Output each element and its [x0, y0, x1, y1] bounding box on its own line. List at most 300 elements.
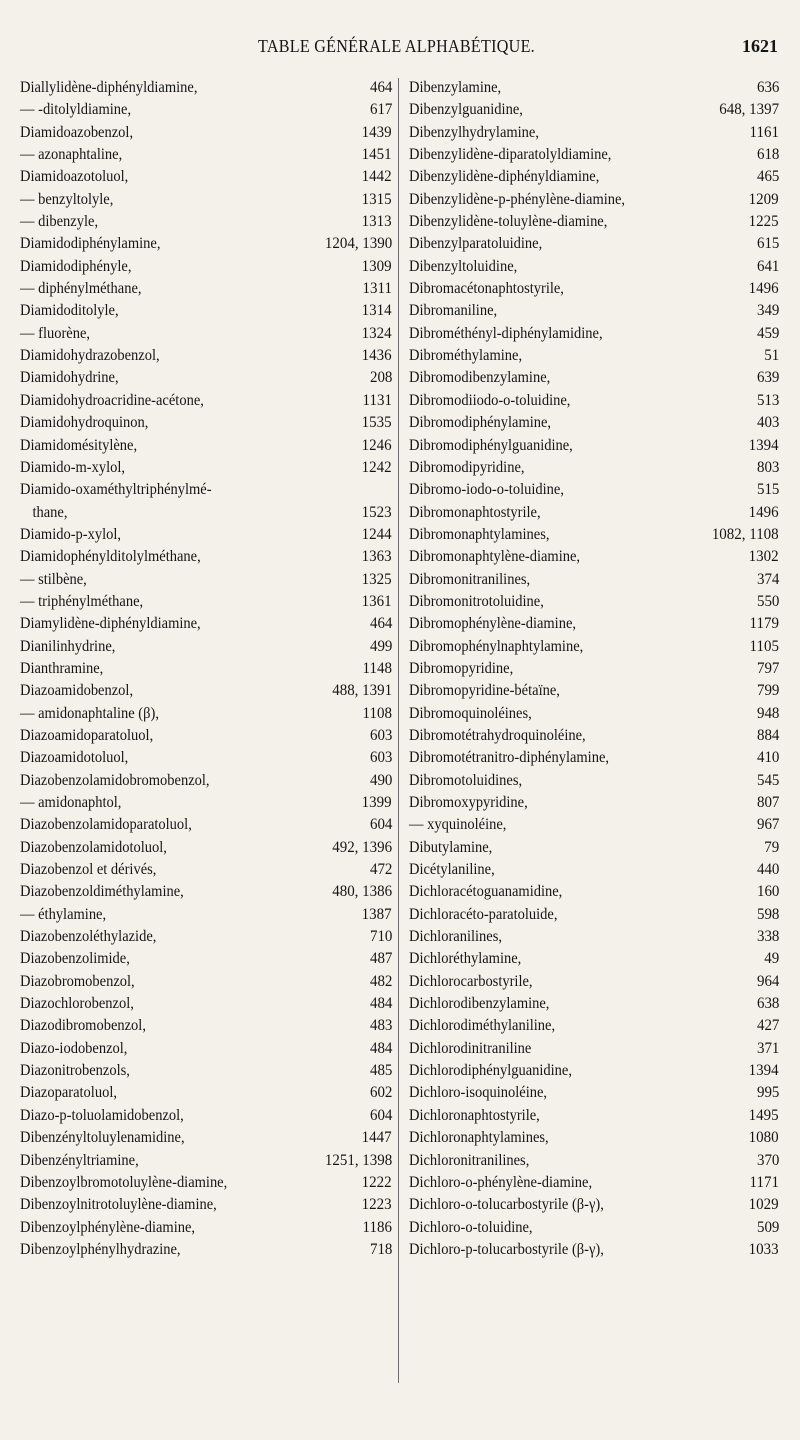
- index-entry: [409, 880, 779, 902]
- entry-term: Dibenzoylphénylhydrazine,: [20, 1238, 181, 1258]
- entry-page-refs: 488, 1391: [332, 680, 392, 700]
- entry-page-refs: 349: [756, 300, 779, 320]
- entry-term: Dibromonaphtostyrile,: [409, 501, 541, 521]
- entry-term: Dichloro-o-tolucarbostyrile (β-γ),: [409, 1194, 604, 1214]
- entry-term: Dibromophénylène-diamine,: [409, 613, 577, 633]
- entry-term: Diazobenzolamidoparatoluol,: [20, 814, 192, 834]
- entry-page-refs: 797: [756, 657, 779, 677]
- index-entry: [409, 1238, 779, 1260]
- index-entry: [20, 1081, 392, 1103]
- entry-page-refs: 1225: [749, 211, 779, 231]
- entry-page-refs: 1447: [362, 1127, 392, 1147]
- index-entry: [409, 925, 779, 947]
- entry-term: Dibromaniline,: [409, 300, 498, 320]
- entry-term: Dichlorocarbostyrile,: [409, 970, 533, 990]
- index-entry: [409, 434, 779, 456]
- index-entry: [20, 813, 392, 835]
- entry-page-refs: 598: [756, 903, 779, 923]
- entry-page-refs: 492, 1396: [332, 836, 392, 856]
- entry-page-refs: 1451: [362, 144, 392, 164]
- entry-term: Diamidohydroquinon,: [20, 412, 149, 432]
- index-entry: [20, 210, 392, 232]
- entry-term: Dichloracéto-paratoluide,: [409, 903, 558, 923]
- index-entry: [409, 501, 779, 523]
- entry-term: Diamidoazobenzol,: [20, 121, 134, 141]
- entry-page-refs: 1442: [362, 166, 392, 186]
- index-entry: [20, 612, 392, 634]
- index-entry: [409, 98, 779, 120]
- entry-term: Dibromodiiodo-o-toluidine,: [409, 389, 571, 409]
- entry-term: Diamidohydroacridine-acétone,: [20, 389, 204, 409]
- index-entry: [409, 210, 779, 232]
- entry-term: — fluorène,: [20, 322, 91, 342]
- index-entry: [409, 1126, 779, 1148]
- index-entry: [409, 232, 779, 254]
- index-entry: [409, 366, 779, 388]
- entry-term: Diamidophénylditolylméthane,: [20, 546, 201, 566]
- entry-page-refs: 440: [756, 859, 779, 879]
- entry-page-refs: 1311: [362, 278, 392, 298]
- entry-term: Dibromopyridine-bétaïne,: [409, 680, 560, 700]
- entry-page-refs: 618: [756, 144, 779, 164]
- entry-page-refs: 1387: [362, 903, 392, 923]
- entry-page-refs: 208: [369, 367, 392, 387]
- entry-term: — -ditolyldiamine,: [20, 99, 132, 119]
- index-entry: [409, 970, 779, 992]
- index-entry: [409, 947, 779, 969]
- entry-term: Diamido-p-xylol,: [20, 523, 122, 543]
- entry-page-refs: 483: [369, 1015, 392, 1035]
- entry-page-refs: 1363: [362, 546, 392, 566]
- index-entry: [409, 992, 779, 1014]
- entry-page-refs: 1251, 1398: [324, 1149, 392, 1169]
- entry-page-refs: 338: [756, 926, 779, 946]
- index-entry: [20, 1193, 392, 1215]
- entry-term: thane,: [32, 501, 68, 521]
- index-entry: [20, 411, 392, 433]
- index-entry: [20, 501, 392, 523]
- index-entry: [409, 478, 779, 500]
- entry-page-refs: 1171: [749, 1171, 779, 1191]
- index-entry: [409, 903, 779, 925]
- index-entry: [20, 1171, 392, 1193]
- entry-term: — amidonaphtol,: [20, 792, 122, 811]
- entry-term: Dibrométhényl-diphénylamidine,: [409, 322, 603, 342]
- entry-term: Dicétylaniline,: [409, 859, 495, 879]
- index-entry: [20, 903, 392, 925]
- entry-term: Dibenzylidène-toluylène-diamine,: [409, 211, 608, 231]
- index-entry: [20, 366, 392, 388]
- index-entry: [20, 1216, 392, 1238]
- index-entry: [20, 98, 392, 120]
- entry-page-refs: 509: [756, 1216, 779, 1236]
- entry-term: Dibromotétranitro-diphénylamine,: [409, 747, 609, 767]
- left-index-column: [20, 76, 392, 1260]
- entry-term: Diamylidène-diphényldiamine,: [20, 613, 201, 633]
- entry-page-refs: 1108: [362, 702, 392, 722]
- index-entry: [409, 76, 779, 98]
- entry-page-refs: 617: [369, 99, 392, 119]
- index-entry: [20, 478, 392, 500]
- index-entry: [409, 836, 779, 858]
- entry-term: — éthylamine,: [20, 903, 107, 923]
- index-entry: [20, 434, 392, 456]
- entry-term: — benzyltolyle,: [20, 188, 114, 208]
- index-entry: [409, 590, 779, 612]
- index-entry: [409, 143, 779, 165]
- entry-term: Diazoamidotoluol,: [20, 747, 129, 767]
- entry-term: Dichloréthylamine,: [409, 948, 522, 968]
- entry-page-refs: 1029: [749, 1194, 779, 1214]
- entry-page-refs: 1309: [362, 255, 392, 275]
- index-entry: [409, 1037, 779, 1059]
- index-entry: [20, 121, 392, 143]
- index-entry: [20, 1238, 392, 1260]
- entry-term: Dibromonitranilines,: [409, 568, 531, 588]
- entry-term: Dibromodiphénylamine,: [409, 412, 552, 432]
- index-entry: [409, 746, 779, 768]
- entry-page-refs: 1436: [362, 345, 392, 365]
- entry-page-refs: 49: [764, 948, 779, 968]
- entry-term: Dibrométhylamine,: [409, 345, 523, 365]
- entry-page-refs: 480, 1386: [332, 881, 392, 901]
- entry-term: Diazobenzoléthylazide,: [20, 926, 157, 946]
- entry-page-refs: 799: [756, 680, 779, 700]
- entry-term: Dichlorodibenzylamine,: [409, 993, 550, 1013]
- entry-term: Dichloranilines,: [409, 926, 502, 946]
- index-entry: [409, 1193, 779, 1215]
- index-entry: [409, 165, 779, 187]
- index-entry: [409, 523, 779, 545]
- entry-term: Dibutylamine,: [409, 836, 493, 856]
- index-entry: [409, 121, 779, 143]
- index-entry: [20, 590, 392, 612]
- index-entry: [409, 813, 779, 835]
- index-entry: [409, 188, 779, 210]
- index-entry: [409, 679, 779, 701]
- entry-page-refs: 1204, 1390: [324, 233, 392, 253]
- index-entry: [20, 724, 392, 746]
- index-entry: [20, 925, 392, 947]
- entry-term: Dichlorodinitraniline: [409, 1037, 532, 1057]
- entry-term: Dichlorodiphénylguanidine,: [409, 1060, 572, 1080]
- index-entry: [409, 1171, 779, 1193]
- entry-page-refs: 1496: [749, 278, 779, 298]
- entry-page-refs: 550: [756, 590, 779, 610]
- entry-term: Diazobenzol et dérivés,: [20, 859, 157, 879]
- entry-page-refs: 410: [756, 747, 779, 767]
- index-entry: [20, 165, 392, 187]
- index-entry: [409, 1081, 779, 1103]
- entry-page-refs: 1361: [362, 590, 392, 610]
- index-entry: [20, 322, 392, 344]
- entry-term: Diazodibromobenzol,: [20, 1015, 146, 1035]
- entry-page-refs: 1242: [362, 456, 392, 476]
- entry-term: — amidonaphtaline (β),: [20, 702, 159, 722]
- index-entry: [20, 769, 392, 791]
- index-entry: [409, 702, 779, 724]
- entry-term: Dibenzyltoluidine,: [409, 255, 518, 275]
- entry-page-refs: 1302: [749, 546, 779, 566]
- entry-term: Diamidohydrine,: [20, 367, 119, 387]
- index-entry: [20, 76, 392, 98]
- entry-page-refs: 995: [756, 1082, 779, 1102]
- entry-term: — stilbène,: [20, 568, 87, 588]
- entry-term: Dibromacétonaphtostyrile,: [409, 278, 564, 298]
- entry-page-refs: 948: [756, 702, 779, 722]
- entry-page-refs: 602: [369, 1082, 392, 1102]
- entry-term: Dichloronaphtylamines,: [409, 1127, 549, 1147]
- entry-term: Dibromo-iodo-o-toluidine,: [409, 479, 564, 499]
- index-entry: [409, 1059, 779, 1081]
- entry-page-refs: 51: [764, 345, 779, 365]
- entry-page-refs: 1324: [362, 322, 392, 342]
- entry-term: Dibromodiphénylguanidine,: [409, 434, 573, 454]
- index-entry: [409, 255, 779, 277]
- entry-page-refs: 464: [369, 77, 392, 96]
- entry-page-refs: 160: [756, 881, 779, 901]
- index-entry: [409, 322, 779, 344]
- entry-page-refs: 1105: [749, 635, 779, 655]
- entry-page-refs: 1439: [362, 121, 392, 141]
- entry-page-refs: 1148: [362, 657, 392, 677]
- index-entry: [20, 344, 392, 366]
- entry-term: Dichlorodiméthylaniline,: [409, 1015, 556, 1035]
- entry-term: Diamido-m-xylol,: [20, 456, 126, 476]
- index-entry: [409, 568, 779, 590]
- page-header: [0, 36, 800, 66]
- index-entry: [409, 299, 779, 321]
- entry-page-refs: 967: [756, 814, 779, 834]
- entry-term: Dianthramine,: [20, 657, 104, 677]
- entry-page-refs: 1186: [362, 1216, 392, 1236]
- entry-page-refs: 1394: [749, 434, 779, 454]
- entry-page-refs: 79: [764, 836, 779, 856]
- entry-page-refs: 603: [369, 724, 392, 744]
- entry-term: Diallylidène-diphényldiamine,: [20, 77, 198, 96]
- entry-page-refs: 641: [756, 255, 779, 275]
- entry-page-refs: 1313: [362, 211, 392, 231]
- entry-page-refs: 1315: [362, 188, 392, 208]
- entry-page-refs: 1161: [749, 121, 779, 141]
- entry-page-refs: 1496: [749, 501, 779, 521]
- entry-page-refs: 371: [756, 1037, 779, 1057]
- entry-page-refs: 1246: [362, 434, 392, 454]
- entry-page-refs: 639: [756, 367, 779, 387]
- entry-term: Diazobenzoldiméthylamine,: [20, 881, 184, 901]
- entry-term: Diamidodiphénylamine,: [20, 233, 161, 253]
- entry-term: Dibromonaphtylamines,: [409, 523, 550, 543]
- entry-page-refs: 1223: [362, 1194, 392, 1214]
- index-entry: [20, 880, 392, 902]
- entry-term: Dibromodibenzylamine,: [409, 367, 551, 387]
- entry-page-refs: 1179: [749, 613, 779, 633]
- index-entry: [20, 188, 392, 210]
- entry-term: Dibenzoylbromotoluylène-diamine,: [20, 1171, 228, 1191]
- index-entry: [409, 724, 779, 746]
- entry-term: Dibenzylguanidine,: [409, 99, 523, 119]
- entry-page-refs: 884: [756, 724, 779, 744]
- index-entry: [20, 791, 392, 813]
- entry-term: Diamido-oxaméthyltriphénylmé-: [20, 479, 212, 499]
- entry-page-refs: 484: [369, 1037, 392, 1057]
- entry-term: Diamidoditolyle,: [20, 300, 119, 320]
- entry-term: Dibromoquinoléines,: [409, 702, 532, 722]
- index-entry: [20, 523, 392, 545]
- index-entry: [20, 232, 392, 254]
- index-entry: [20, 746, 392, 768]
- entry-page-refs: 615: [756, 233, 779, 253]
- entry-page-refs: 1209: [749, 188, 779, 208]
- index-entry: [409, 1216, 779, 1238]
- index-entry: [409, 1014, 779, 1036]
- entry-term: Diazoparatoluol,: [20, 1082, 117, 1102]
- entry-term: Dichloro-o-toluidine,: [409, 1216, 533, 1236]
- index-entry: [20, 702, 392, 724]
- entry-page-refs: 515: [756, 479, 779, 499]
- entry-page-refs: 638: [756, 993, 779, 1013]
- entry-term: Diazobenzolamidobromobenzol,: [20, 769, 210, 789]
- index-entry: [20, 545, 392, 567]
- entry-page-refs: 472: [369, 859, 392, 879]
- entry-page-refs: 464: [369, 613, 392, 633]
- entry-term: Dichloro-o-phénylène-diamine,: [409, 1171, 593, 1191]
- entry-term: Dibromonitrotoluidine,: [409, 590, 544, 610]
- index-entry: [20, 635, 392, 657]
- entry-page-refs: 718: [369, 1238, 392, 1258]
- entry-page-refs: 1080: [749, 1127, 779, 1147]
- page-number: 1621: [742, 36, 778, 56]
- page-title: TABLE GÉNÉRALE ALPHABÉTIQUE.: [258, 36, 535, 56]
- index-entry: [20, 1059, 392, 1081]
- entry-term: Dibenzylhydrylamine,: [409, 121, 539, 141]
- entry-term: Dibenzylparatoluidine,: [409, 233, 543, 253]
- entry-term: Diamidodiphényle,: [20, 255, 132, 275]
- entry-page-refs: 803: [756, 456, 779, 476]
- entry-page-refs: 604: [369, 1104, 392, 1124]
- entry-term: Diazochlorobenzol,: [20, 993, 134, 1013]
- index-entry: [20, 836, 392, 858]
- index-entry: [20, 1126, 392, 1148]
- index-entry: [20, 456, 392, 478]
- entry-term: Diazobromobenzol,: [20, 970, 135, 990]
- entry-page-refs: 636: [756, 77, 779, 96]
- entry-term: — xyquinoléine,: [409, 814, 507, 834]
- entry-page-refs: 807: [756, 792, 779, 811]
- entry-page-refs: 490: [369, 769, 392, 789]
- entry-term: Diazo-iodobenzol,: [20, 1037, 128, 1057]
- entry-term: Dichloronaphtostyrile,: [409, 1104, 540, 1124]
- entry-term: Diazobenzolamidotoluol,: [20, 836, 167, 856]
- entry-term: Diazoamidoparatoluol,: [20, 724, 154, 744]
- column-divider: [398, 78, 399, 1383]
- entry-term: — triphénylméthane,: [20, 590, 144, 610]
- entry-term: Dianilinhydrine,: [20, 635, 116, 655]
- entry-page-refs: 603: [369, 747, 392, 767]
- index-entry: [409, 612, 779, 634]
- entry-page-refs: 604: [369, 814, 392, 834]
- entry-page-refs: 485: [369, 1060, 392, 1080]
- entry-term: Dichloronitranilines,: [409, 1149, 530, 1169]
- entry-term: Dichloro-isoquinoléine,: [409, 1082, 548, 1102]
- entry-term: Dibromotoluidines,: [409, 769, 523, 789]
- index-entry: [409, 277, 779, 299]
- entry-term: — dibenzyle,: [20, 211, 99, 231]
- entry-page-refs: 1131: [362, 389, 392, 409]
- right-index-column: [409, 76, 779, 1260]
- entry-page-refs: 545: [756, 769, 779, 789]
- entry-page-refs: 487: [369, 948, 392, 968]
- entry-page-refs: 1325: [362, 568, 392, 588]
- index-entry: [409, 389, 779, 411]
- entry-term: Dibenzylamine,: [409, 77, 502, 96]
- entry-page-refs: 1033: [749, 1238, 779, 1258]
- index-entry: [409, 769, 779, 791]
- index-entry: [20, 143, 392, 165]
- entry-page-refs: 482: [369, 970, 392, 990]
- entry-page-refs: 370: [756, 1149, 779, 1169]
- entry-term: Dibromoxypyridine,: [409, 792, 528, 811]
- entry-page-refs: 1495: [749, 1104, 779, 1124]
- index-entry: [409, 858, 779, 880]
- entry-term: — azonaphtaline,: [20, 144, 123, 164]
- index-entry: [20, 992, 392, 1014]
- index-entry: [409, 1104, 779, 1126]
- entry-page-refs: 513: [756, 389, 779, 409]
- entry-term: — diphénylméthane,: [20, 278, 142, 298]
- entry-term: Dibromonaphtylène-diamine,: [409, 546, 581, 566]
- entry-page-refs: 1523: [362, 501, 392, 521]
- entry-page-refs: 1399: [362, 792, 392, 811]
- index-entry: [20, 389, 392, 411]
- entry-page-refs: 403: [756, 412, 779, 432]
- entry-term: Dibenzényltoluylenamidine,: [20, 1127, 185, 1147]
- index-entry: [20, 657, 392, 679]
- entry-term: Dibromodipyridine,: [409, 456, 525, 476]
- index-entry: [20, 255, 392, 277]
- index-entry: [409, 657, 779, 679]
- index-entry: [20, 1104, 392, 1126]
- entry-term: Dibenzényltriamine,: [20, 1149, 139, 1169]
- entry-page-refs: 1314: [362, 300, 392, 320]
- index-entry: [20, 1149, 392, 1171]
- entry-page-refs: 484: [369, 993, 392, 1013]
- entry-page-refs: 1222: [362, 1171, 392, 1191]
- entry-term: Diazobenzolimide,: [20, 948, 130, 968]
- index-entry: [409, 411, 779, 433]
- index-entry: [20, 299, 392, 321]
- entry-term: Dibenzylidène-diparatolyldiamine,: [409, 144, 612, 164]
- index-entry: [20, 679, 392, 701]
- index-entry: [409, 456, 779, 478]
- entry-term: Diamidoazotoluol,: [20, 166, 129, 186]
- index-entry: [409, 1149, 779, 1171]
- entry-term: Dibromophénylnaphtylamine,: [409, 635, 584, 655]
- entry-term: Dibenzoylphénylène-diamine,: [20, 1216, 196, 1236]
- index-entry: [20, 1014, 392, 1036]
- entry-term: Diazo-p-toluolamidobenzol,: [20, 1104, 184, 1124]
- index-entry: [20, 947, 392, 969]
- index-entry: [20, 1037, 392, 1059]
- entry-term: Diazonitrobenzols,: [20, 1060, 130, 1080]
- entry-page-refs: 499: [369, 635, 392, 655]
- entry-term: Dichloracétoguanamidine,: [409, 881, 563, 901]
- index-entry: [409, 545, 779, 567]
- index-entry: [20, 970, 392, 992]
- index-entry: [20, 568, 392, 590]
- entry-term: Diamidohydrazobenzol,: [20, 345, 160, 365]
- entry-term: Dibenzoylnitrotoluylène-diamine,: [20, 1194, 217, 1214]
